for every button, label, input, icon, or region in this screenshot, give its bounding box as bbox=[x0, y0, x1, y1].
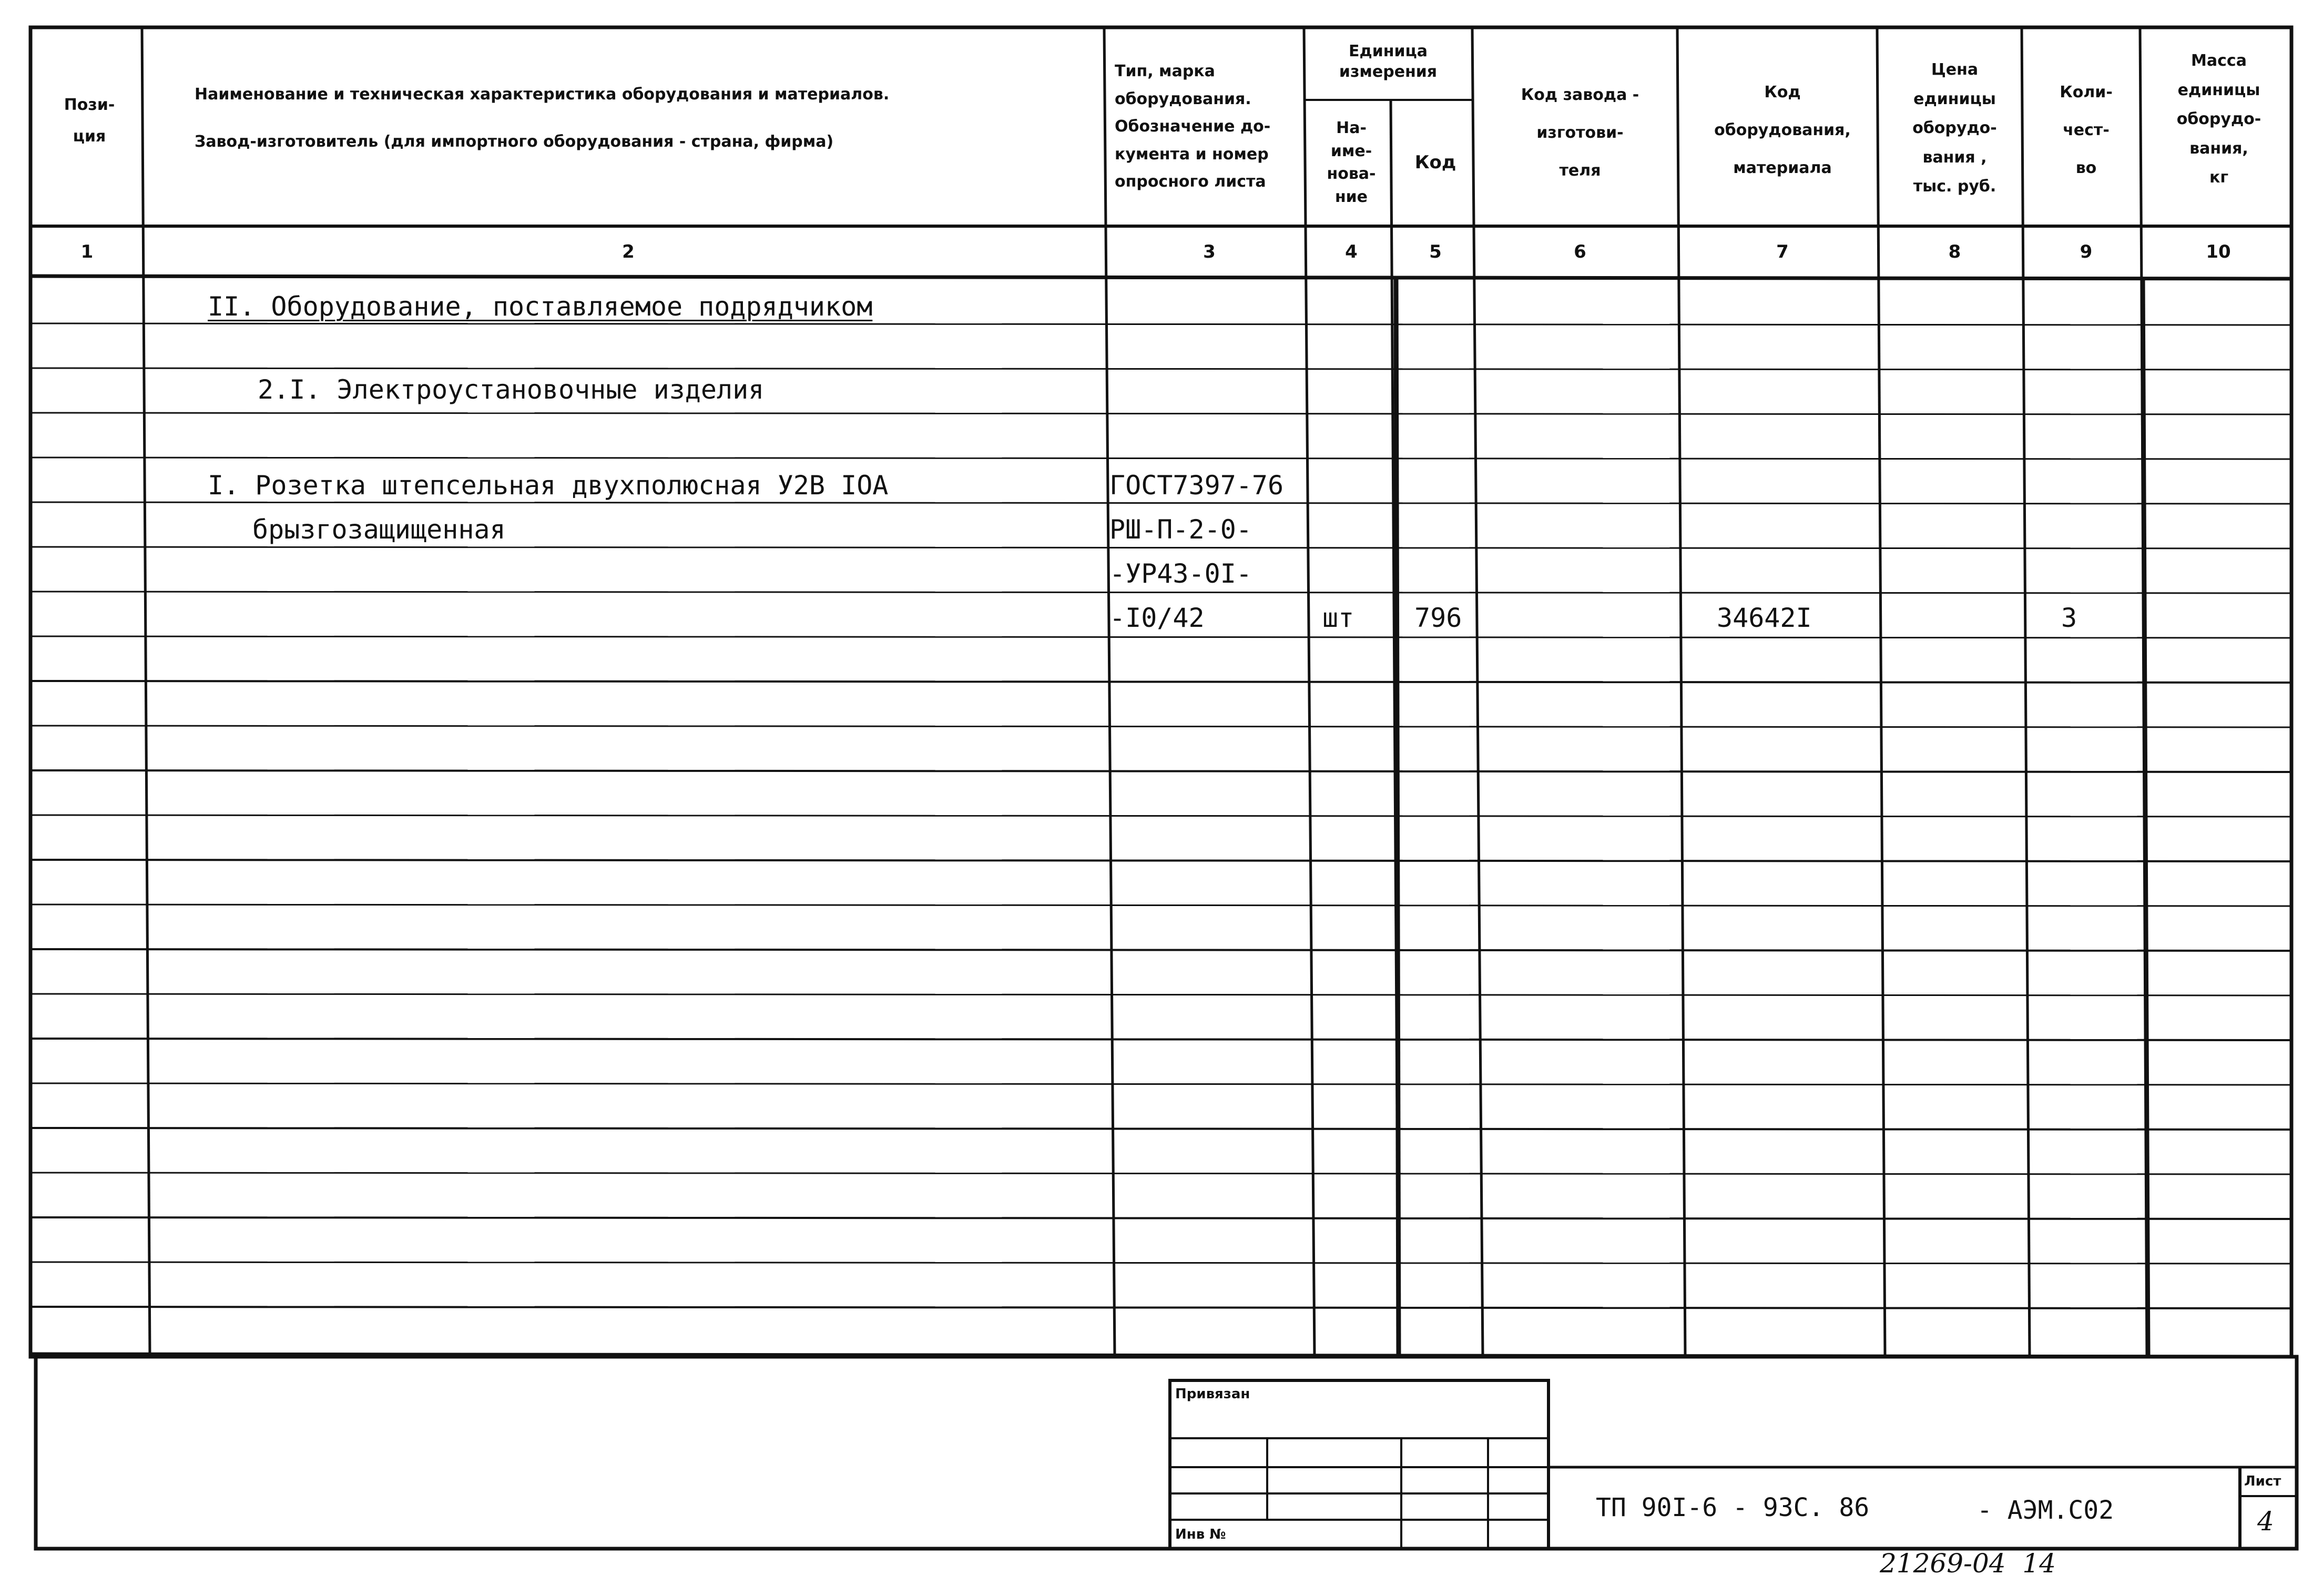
header-factory-code-line: Код завода - bbox=[1521, 86, 1639, 104]
header-unit-name-line: име- bbox=[1330, 141, 1372, 160]
document-code-suffix: - АЭМ.С02 bbox=[1977, 1496, 2114, 1525]
item-unit-name: шт bbox=[1322, 603, 1354, 633]
header-unit-line: измерения bbox=[1339, 63, 1438, 81]
stamp-linked-label: Привязан bbox=[1175, 1386, 1250, 1402]
header-type-line: кумента и номер bbox=[1115, 145, 1269, 164]
header-mass-line: оборудо- bbox=[2176, 110, 2261, 128]
item-type: РШ-П-2-0- bbox=[1109, 514, 1252, 545]
header-price-line: тыс. руб. bbox=[1913, 177, 1996, 196]
header-mass bbox=[2145, 46, 2293, 192]
column-number: 5 bbox=[1429, 241, 1442, 262]
header-equipment-code-line: оборудования, bbox=[1714, 121, 1851, 139]
header-quantity bbox=[2027, 74, 2145, 187]
item-type: -УР43-0I- bbox=[1109, 558, 1252, 589]
column-number: 2 bbox=[622, 241, 635, 262]
header-price-line: оборудо- bbox=[1912, 119, 1997, 137]
header-quantity-line: во bbox=[2075, 159, 2097, 177]
column-number: 3 bbox=[1203, 241, 1216, 262]
header-description bbox=[195, 87, 889, 150]
header-mass-line: единицы bbox=[2177, 80, 2260, 99]
column-number: 9 bbox=[2080, 241, 2093, 262]
header-type-line: опросного листа bbox=[1115, 172, 1266, 191]
header-quantity-line: Коли- bbox=[2060, 83, 2113, 101]
header-unit-name bbox=[1309, 117, 1393, 208]
header-unit-code-line: Код bbox=[1414, 152, 1456, 173]
header-factory-code-line: изготови- bbox=[1536, 124, 1624, 142]
header-position-line: Пози- bbox=[64, 96, 115, 114]
header-mass-line: кг bbox=[2209, 168, 2229, 187]
header-equipment-code-line: Код bbox=[1764, 83, 1801, 101]
header-factory-code-line: теля bbox=[1559, 161, 1601, 180]
item-quantity: 3 bbox=[2061, 603, 2077, 633]
column-number: 7 bbox=[1776, 241, 1789, 262]
header-quantity-line: чест- bbox=[2063, 121, 2110, 139]
header-price-line: вания , bbox=[1922, 148, 1987, 167]
column-number: 10 bbox=[2206, 241, 2231, 262]
item-type: -I0/42 bbox=[1109, 603, 1205, 633]
item-name: I. Розетка штепсельная двухполюсная У2В IOA bbox=[208, 470, 889, 501]
header-unit-name-line: нова- bbox=[1327, 165, 1376, 183]
sheet-number: 4 bbox=[2257, 1506, 2274, 1537]
header-description-line: Наименование и техническая характеристика оборудования и материалов. bbox=[195, 85, 890, 104]
header-mass-line: Масса bbox=[2191, 52, 2247, 70]
item-type: ГОСТ7397-76 bbox=[1109, 470, 1284, 501]
header-unit-name-line: На- bbox=[1336, 119, 1367, 137]
header-equipment-code bbox=[1683, 74, 1882, 187]
item-unit-code: 796 bbox=[1414, 603, 1462, 633]
header-unit-code bbox=[1396, 154, 1475, 171]
header-unit-line: Единица bbox=[1349, 42, 1428, 60]
header-unit-name-line: ние bbox=[1334, 187, 1368, 206]
handwritten-number: 21269-04 14 bbox=[1880, 1548, 2056, 1579]
header-position bbox=[42, 97, 137, 145]
column-number: 6 bbox=[1574, 241, 1586, 262]
document-code: ТП 90I-6 - 93С. 86 bbox=[1596, 1493, 1870, 1522]
stamp-inventory-label: Инв № bbox=[1175, 1527, 1226, 1542]
header-type bbox=[1115, 58, 1270, 196]
header-factory-code bbox=[1480, 76, 1680, 190]
header-unit-group bbox=[1304, 41, 1472, 82]
section-title: II. Оборудование, поставляемое подрядчиком bbox=[208, 291, 873, 322]
header-type-line: оборудования. bbox=[1115, 89, 1251, 108]
sheet-label: Лист bbox=[2244, 1473, 2281, 1489]
subsection-title: 2.I. Электроустановочные изделия bbox=[258, 374, 765, 405]
column-number: 4 bbox=[1345, 241, 1358, 262]
header-equipment-code-line: материала bbox=[1733, 159, 1832, 177]
header-type-line: Обозначение до- bbox=[1115, 117, 1271, 136]
header-price bbox=[1882, 55, 2027, 201]
header-type-line: Тип, марка bbox=[1115, 62, 1215, 80]
header-price-line: Цена bbox=[1931, 60, 1979, 79]
header-description-line: Завод-изготовитель (для импортного оборудования - страна, фирма) bbox=[195, 133, 834, 151]
header-mass-line: вания, bbox=[2189, 139, 2248, 158]
header-position-line: ция bbox=[73, 127, 106, 146]
header-price-line: единицы bbox=[1913, 89, 1996, 108]
item-equipment-code: 34642I bbox=[1717, 603, 1812, 633]
column-number: 8 bbox=[1948, 241, 1961, 262]
column-number: 1 bbox=[80, 241, 94, 262]
item-name-continued: брызгозащищенная bbox=[252, 514, 506, 545]
